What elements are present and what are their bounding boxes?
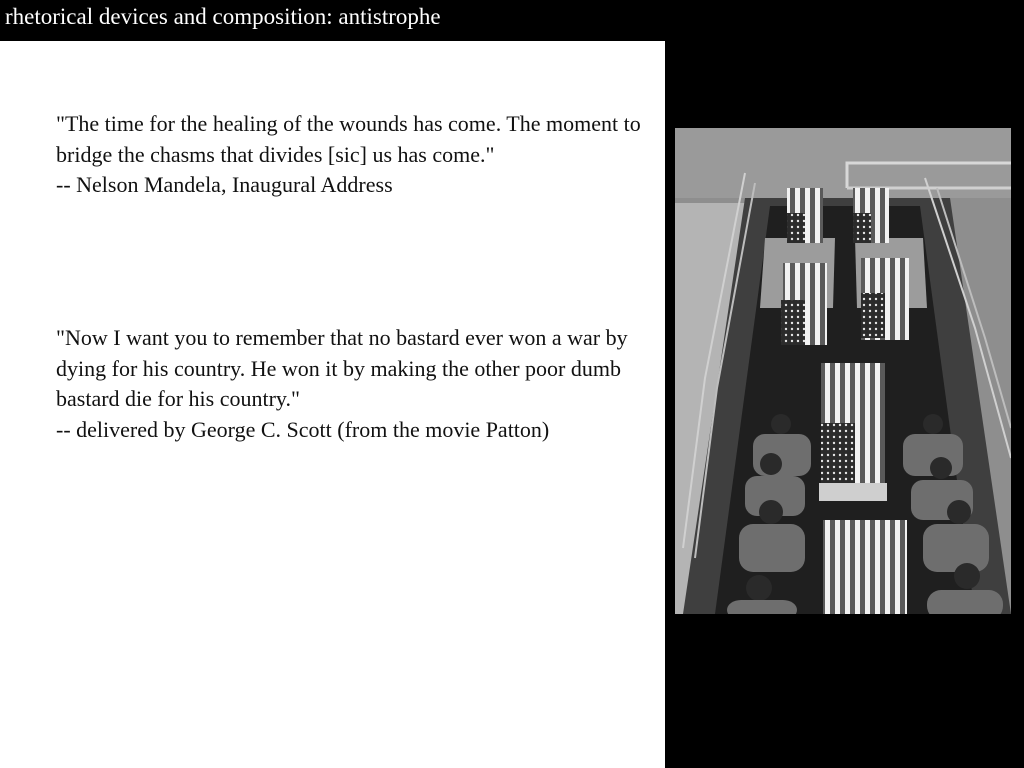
casket	[823, 520, 907, 614]
casket	[819, 363, 887, 501]
quote-text: "The time for the healing of the wounds has come. The moment to bridge the chasms that divides [sic] us has come."	[56, 111, 641, 167]
quote-patton	[56, 323, 668, 445]
slide-title: rhetorical devices and composition: antistrophe	[5, 4, 441, 29]
casket	[853, 188, 889, 243]
quote-text: "Now I want you to remember that no bastard ever won a war by dying for his country. He won it by making the other poor dumb bastard die for his country."	[56, 325, 628, 411]
quote-attribution: -- Nelson Mandela, Inaugural Address	[56, 172, 393, 197]
quote-mandela	[56, 109, 668, 201]
casket	[787, 188, 823, 243]
content-panel	[0, 41, 665, 768]
title-bar	[0, 0, 1024, 41]
casket	[861, 258, 909, 340]
quote-attribution: -- delivered by George C. Scott (from the movie Patton)	[56, 416, 550, 442]
casket-photo	[675, 128, 1011, 614]
casket	[781, 263, 827, 345]
